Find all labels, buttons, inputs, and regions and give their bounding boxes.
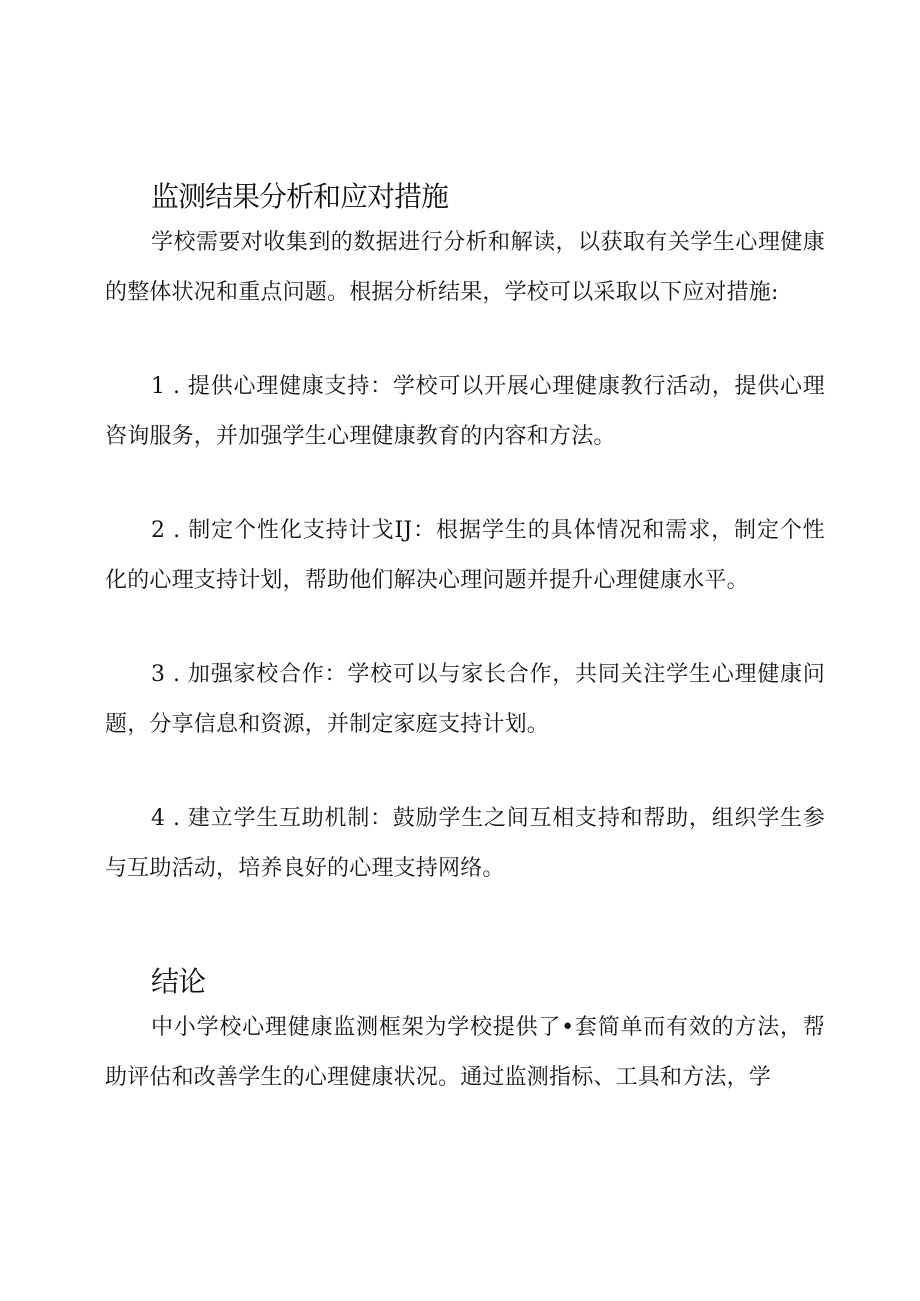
list-item-home-school: 3 . 加强家校合作：学校可以与家长合作，共同关注学生心理健康问题，分享信息和资源，并制定家庭支持计划。 (105, 662, 825, 737)
section-heading-analysis: 监测结果分析和应对措施 (151, 180, 449, 213)
conclusion-paragraph: 中小学校心理健康监测框架为学校提供了•套简单而有效的方法，帮助评估和改善学生的心理健康状况。通过监测指标、工具和方法，学 (105, 1015, 825, 1090)
list-item-peer-support: 4 . 建立学生互助机制：鼓励学生之间互相支持和帮助，组织学生参与互助活动，培养良好的心理支持网络。 (105, 806, 825, 881)
list-item-support: 1 . 提供心理健康支持：学校可以开展心理健康教行活动，提供心理咨询服务，并加强学生心理健康教育的内容和方法。 (105, 374, 825, 449)
section-heading-conclusion: 结论 (151, 965, 206, 998)
list-item-personalized-plan: 2 . 制定个性化支持计戈IJ：根据学生的具体情况和需求，制定个性化的心理支持计划，帮助他们解决心理问题并提升心理健康水平。 (105, 518, 825, 593)
section-intro-paragraph: 学校需要对收集到的数据进行分析和解读，以获取有关学生心理健康的整体状况和重点问题。根据分析结果，学校可以采取以下应对措施: (105, 230, 825, 305)
